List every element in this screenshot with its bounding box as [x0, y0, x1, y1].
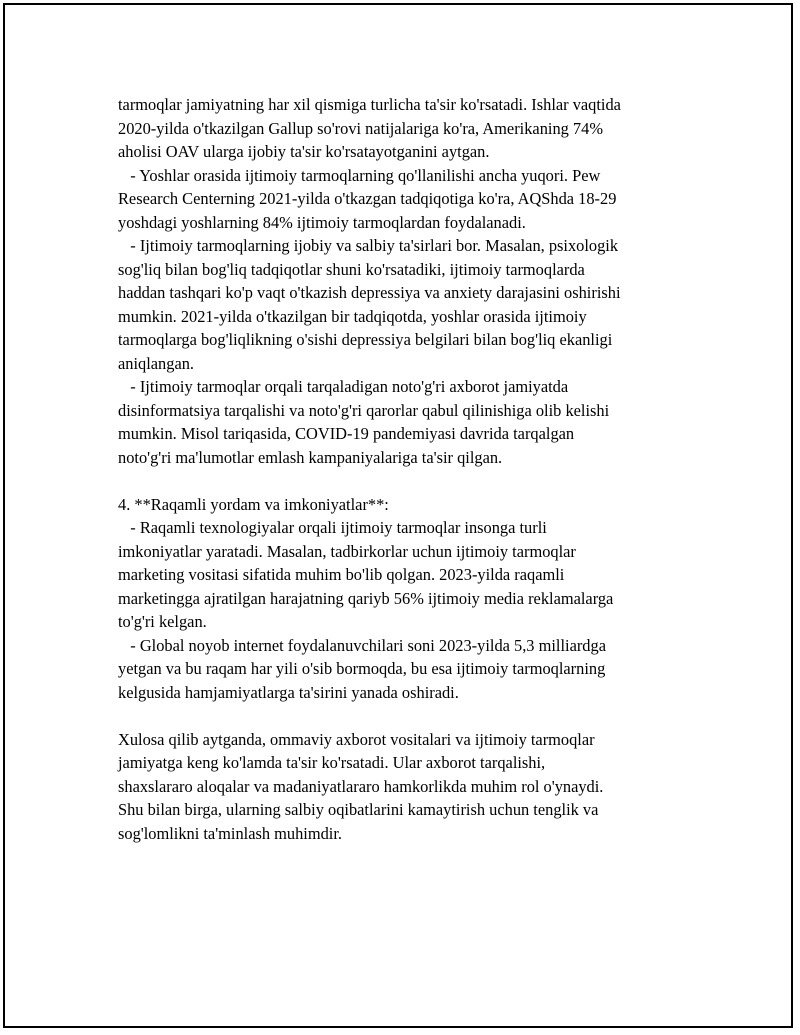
text-line: aniqlangan.	[118, 353, 195, 373]
bullet-item	[118, 164, 718, 235]
text-paragraph	[118, 728, 718, 846]
text-line: shaxslararo aloqalar va madaniyatlararo hamkorlikda muhim rol o'ynaydi.	[118, 776, 604, 796]
text-paragraph	[118, 93, 718, 164]
paragraph-spacer	[118, 469, 718, 493]
text-line: jamiyatga keng ko'lamda ta'sir ko'rsatadi. Ular axborot tarqalishi,	[118, 753, 546, 772]
text-line: - Raqamli texnologiyalar orqali ijtimoiy tarmoqlar insonga turli	[118, 518, 547, 537]
text-line: 4. **Raqamli yordam va imkoniyatlar**:	[118, 494, 389, 514]
text-line: mumkin. 2021-yilda o'tkazilgan bir tadqiqotda, yoshlar orasida ijtimoiy	[118, 306, 587, 326]
text-line: - Yoshlar orasida ijtimoiy tarmoqlarning qo'llanilishi ancha yuqori. Pew	[118, 165, 601, 185]
text-line: noto'g'ri ma'lumotlar emlash kampaniyalariga ta'sir qilgan.	[118, 447, 503, 467]
text-line: mumkin. Misol tariqasida, COVID-19 pandemiyasi davrida tarqalgan	[118, 424, 575, 443]
section-heading	[118, 493, 718, 517]
text-line: aholisi OAV ularga ijobiy ta'sir ko'rsatayotganini aytgan.	[118, 142, 490, 161]
text-line: Research Centerning 2021-yilda o'tkazgan tadqiqotiga ko'ra, AQShda 18-29	[118, 189, 617, 208]
text-line: haddan tashqari ko'p vaqt o'tkazish depressiya va anxiety darajasini oshirishi	[118, 283, 621, 302]
text-line: marketingga ajratilgan harajatning qariyb 56% ijtimoiy media reklamalarga	[118, 588, 614, 608]
text-line: - Global noyob internet foydalanuvchilari soni 2023-yilda 5,3 milliardga	[118, 635, 606, 655]
document-body	[118, 93, 718, 845]
text-line: marketing vositasi sifatida muhim bo'lib qolgan. 2023-yilda raqamli	[118, 565, 565, 584]
text-line: 2020-yilda o'tkazilgan Gallup so'rovi natijalariga ko'ra, Amerikaning 74%	[118, 118, 603, 138]
text-line: yoshdagi yoshlarning 84% ijtimoiy tarmoqlardan foydalanadi.	[118, 212, 526, 232]
text-line: - Ijtimoiy tarmoqlar orqali tarqaladigan noto'g'ri axborot jamiyatda	[118, 377, 569, 396]
text-line: Xulosa qilib aytganda, ommaviy axborot vositalari va ijtimoiy tarmoqlar	[118, 729, 595, 749]
text-line: imkoniyatlar yaratadi. Masalan, tadbirkorlar uchun ijtimoiy tarmoqlar	[118, 541, 576, 561]
text-line: disinformatsiya tarqalishi va noto'g'ri qarorlar qabul qilinishiga olib kelishi	[118, 400, 610, 420]
text-line: kelgusida hamjamiyatlarga ta'sirini yanada oshiradi.	[118, 682, 459, 702]
paragraph-spacer	[118, 704, 718, 728]
bullet-item	[118, 234, 718, 375]
text-line: sog'liq bilan bog'liq tadqiqotlar shuni ko'rsatadiki, ijtimoiy tarmoqlarda	[118, 259, 585, 279]
text-line: yetgan va bu raqam har yili o'sib bormoqda, bu esa ijtimoiy tarmoqlarning	[118, 659, 606, 678]
text-line: - Ijtimoiy tarmoqlarning ijobiy va salbiy ta'sirlari bor. Masalan, psixologik	[118, 236, 619, 255]
bullet-item	[118, 516, 718, 634]
bullet-item	[118, 375, 718, 469]
text-line: tarmoqlarga bog'liqlikning o'sishi depressiya belgilari bilan bog'liq ekanligi	[118, 330, 613, 349]
text-line: tarmoqlar jamiyatning har xil qismiga turlicha ta'sir ko'rsatadi. Ishlar vaqtida	[118, 95, 621, 114]
bullet-item	[118, 634, 718, 705]
text-line: sog'lomlikni ta'minlash muhimdir.	[118, 823, 342, 843]
text-line: Shu bilan birga, ularning salbiy oqibatlarini kamaytirish uchun tenglik va	[118, 800, 599, 819]
text-line: to'g'ri kelgan.	[118, 612, 207, 631]
